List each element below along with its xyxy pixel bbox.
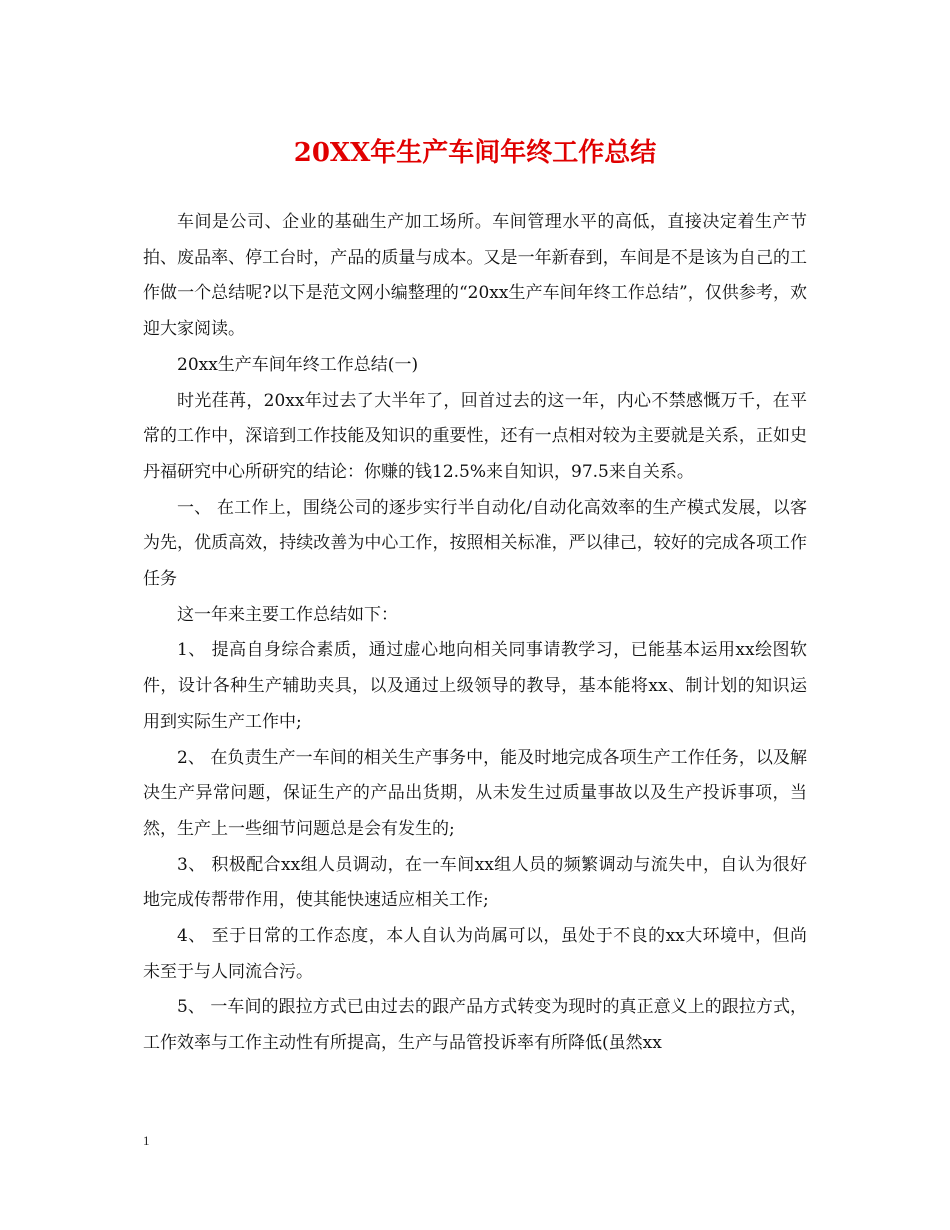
list-item: 4、 至于日常的工作态度，本人自认为尚属可以，虽处于不良的xx大环境中，但尚未至于与人同流合污。 bbox=[143, 926, 807, 982]
paragraph: 一、 在工作上，围绕公司的逐步实行半自动化/自动化高效率的生产模式发展，以客为先，优质高效，持续改善为中心工作，按照相关标准，严以律己，较好的完成各项工作任务 bbox=[143, 497, 807, 590]
paragraph-intro: 车间是公司、企业的基础生产加工场所。车间管理水平的高低，直接决定着生产节拍、废品率、停工台时，产品的质量与成本。又是一年新春到，车间是不是该为自己的工作做一个总结呢?以下是范文网小编整理的“20xx生产车间年终工作总结”，仅供参考，欢迎大家阅读。 bbox=[143, 212, 807, 340]
paragraph: 这一年来主要工作总结如下： bbox=[177, 604, 398, 625]
paragraph: 时光荏苒，20xx年过去了大半年了，回首过去的这一年，内心不禁感慨万千，在平常的工作中，深谙到工作技能及知识的重要性，还有一点相对较为主要就是关系，正如史丹福研究中心所研究的结论：你赚的钱12.5%来自知识，97.5来自关系。 bbox=[143, 390, 807, 482]
section-heading: 20xx生产车间年终工作总结(一) bbox=[177, 354, 419, 375]
list-item: 5、 一车间的跟拉方式已由过去的跟产品方式转变为现时的真正意义上的跟拉方式，工作效率与工作主动性有所提高，生产与品管投诉率有所降低(虽然xx bbox=[143, 997, 807, 1054]
page-number: 1 bbox=[143, 1133, 150, 1148]
document-title: 20XX年生产车间年终工作总结 bbox=[293, 138, 657, 168]
list-item: 3、 积极配合xx组人员调动，在一车间xx组人员的频繁调动与流失中，自认为很好地完成传帮带作用，使其能快速适应相关工作; bbox=[143, 854, 807, 911]
document-body bbox=[143, 205, 807, 1062]
list-item: 2、 在负责生产一车间的相关生产事务中，能及时地完成各项生产工作任务，以及解决生产异常问题，保证生产的产品出货期，从未发生过质量事故以及生产投诉事项，当然，生产上一些细节问题总是会有发生的; bbox=[143, 747, 807, 839]
list-item: 1、 提高自身综合素质，通过虚心地向相关同事请教学习，已能基本运用xx绘图软件，设计各种生产辅助夹具，以及通过上级领导的教导，基本能将xx、制计划的知识运用到实际生产工作中; bbox=[143, 640, 807, 732]
